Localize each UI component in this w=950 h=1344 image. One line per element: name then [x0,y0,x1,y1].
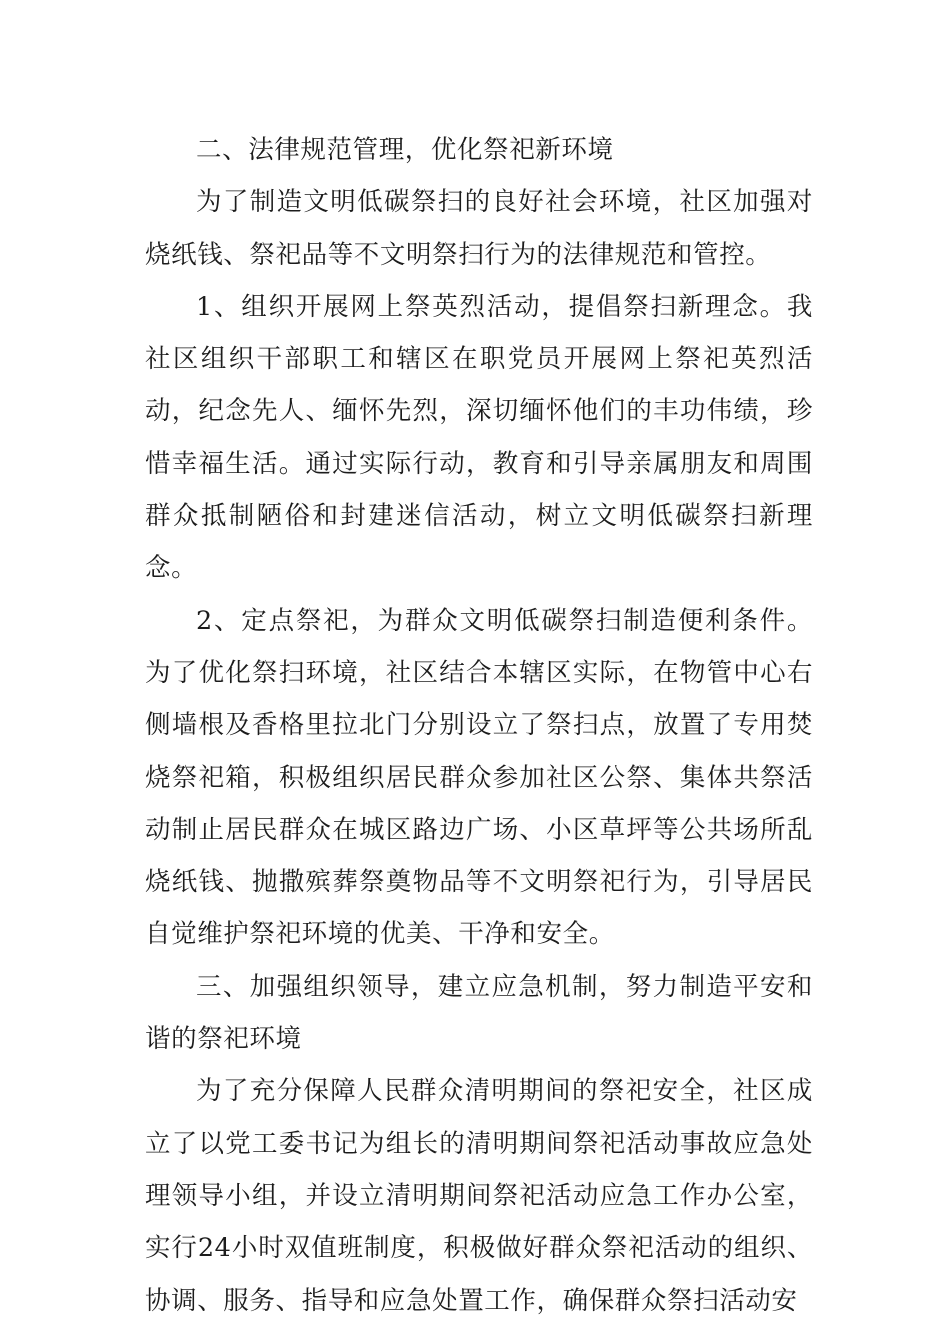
document-body [145,124,813,1327]
paragraph-intro: 为了制造文明低碳祭扫的良好社会环境，社区加强对烧纸钱、祭祀品等不文明祭扫行为的法律规范和管控。 [145,187,813,270]
section-heading-2: 二、法律规范管理，优化祭祀新环境 [196,135,614,165]
paragraph-emergency: 为了充分保障人民群众清明期间的祭祀安全，社区成立了以党工委书记为组长的清明期间祭祀活动事故应急处理领导小组，并设立清明期间祭祀活动应急工作办公室，实行24小时双值班制度，积极做好群众祭祀活动的组织、协调、服务、指导和应急处置工作，确保群众祭扫活动安 [145,1076,813,1316]
paragraph-item-2: 2、定点祭祀，为群众文明低碳祭扫制造便利条件。为了优化祭扫环境，社区结合本辖区实际，在物管中心右侧墙根及香格里拉北门分别设立了祭扫点，放置了专用焚烧祭祀箱，积极组织居民群众参加社区公祭、集体共祭活动制止居民群众在城区路边广场、小区草坪等公共场所乱烧纸钱、抛撒殡葬祭奠物品等不文明祭祀行为，引导居民自觉维护祭祀环境的优美、干净和安全。 [145,605,813,950]
paragraph-item-1: 1、组织开展网上祭英烈活动，提倡祭扫新理念。我社区组织干部职工和辖区在职党员开展网上祭祀英烈活动，纪念先人、缅怀先烈，深切缅怀他们的丰功伟绩，珍惜幸福生活。通过实际行动，教育和引导亲属朋友和周围群众抵制陋俗和封建迷信活动，树立文明低碳祭扫新理念。 [145,291,813,584]
section-heading-3: 三、加强组织领导，建立应急机制，努力制造平安和谐的祭祀环境 [145,971,813,1055]
